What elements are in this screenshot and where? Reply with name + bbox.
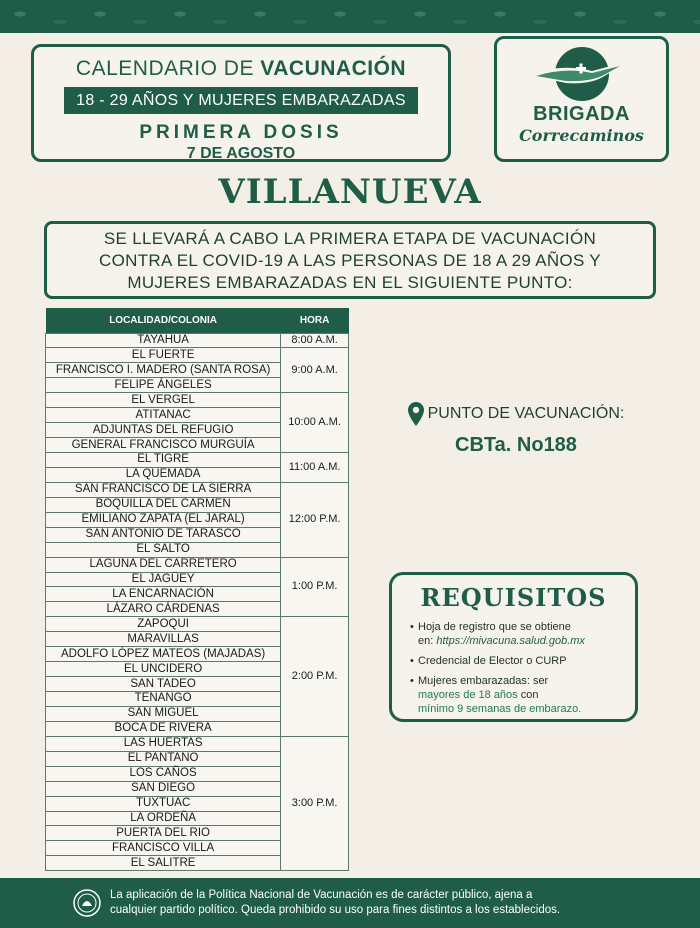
locality-cell: TAYAHUA <box>46 333 281 348</box>
requirement-item: • Credencial de Elector o CURP <box>410 654 635 668</box>
locality-cell: ADOLFO LÓPEZ MATEOS (MAJADAS) <box>46 647 281 662</box>
locality-cell: MARAVILLAS <box>46 632 281 647</box>
table-row <box>46 453 349 468</box>
hour-cell: 11:00 A.M. <box>281 453 349 483</box>
locality-cell: FRANCISCO VILLA <box>46 841 281 856</box>
locality-cell: FRANCISCO I. MADERO (SANTA ROSA) <box>46 363 281 378</box>
locality-cell: EL SALTO <box>46 542 281 557</box>
locality-cell: EMILIANO ZAPATA (EL JARAL) <box>46 512 281 527</box>
locality-cell: EL SALITRE <box>46 856 281 871</box>
table-row <box>46 333 349 348</box>
hour-cell: 8:00 A.M. <box>281 333 349 348</box>
locality-cell: BOCA DE RIVERA <box>46 721 281 736</box>
registration-url: https://mivacuna.salud.gob.mx <box>436 635 585 647</box>
requirements-title: REQUISITOS <box>420 583 607 612</box>
locality-cell: EL PANTANO <box>46 751 281 766</box>
locality-cell: GENERAL FRANCISCO MURGUÍA <box>46 438 281 453</box>
locality-cell: LAGUNA DEL CARRETERO <box>46 557 281 572</box>
footer-disclaimer <box>0 878 700 928</box>
vaccination-point-name: CBTa. No188 <box>455 434 577 456</box>
table-row <box>46 557 349 572</box>
locality-cell: LÁZARO CÁRDENAS <box>46 602 281 617</box>
date-label: 7 DE AGOSTO <box>186 145 296 162</box>
locality-cell: FELIPE ÁNGELES <box>46 378 281 393</box>
government-seal-icon <box>72 888 102 918</box>
brigada-title: BRIGADA <box>533 103 630 125</box>
schedule-table <box>45 308 349 871</box>
roadrunner-logo-icon <box>522 45 642 103</box>
footer-line: cualquier partido político. Queda prohibido su uso para fines distintos a los establecidos. <box>110 904 561 916</box>
hour-cell: 3:00 P.M. <box>281 736 349 870</box>
locality-cell: ADJUNTAS DEL REFUGIO <box>46 423 281 438</box>
locality-cell: BOQUILLA DEL CARMEN <box>46 497 281 512</box>
locality-cell: EL TIGRE <box>46 453 281 468</box>
locality-cell: ZAPOQUI <box>46 617 281 632</box>
age-group-banner: 18 - 29 AÑOS Y MUJERES EMBARAZADAS <box>64 87 418 114</box>
hour-cell: 12:00 P.M. <box>281 482 349 557</box>
requirements-box <box>389 572 638 722</box>
intro-line: SE LLEVARÁ A CABO LA PRIMERA ETAPA DE VACUNACIÓN <box>103 229 597 248</box>
intro-notice <box>44 221 656 299</box>
location-pin-icon <box>408 402 424 426</box>
hour-cell: 10:00 A.M. <box>281 393 349 453</box>
column-header-hour: HORA <box>281 308 349 333</box>
locality-cell: SAN ANTONIO DE TARASCO <box>46 527 281 542</box>
hour-cell: 1:00 P.M. <box>281 557 349 617</box>
table-row <box>46 393 349 408</box>
intro-line: CONTRA EL COVID-19 A LAS PERSONAS DE 18 A 29 AÑOS Y <box>99 251 601 270</box>
locality-cell: LAS HUERTAS <box>46 736 281 751</box>
locality-cell: SAN MIGUEL <box>46 706 281 721</box>
locality-cell: LA ORDEÑA <box>46 811 281 826</box>
footer-line: La aplicación de la Política Nacional de Vacunación es de carácter público, ajena a <box>110 889 533 901</box>
vaccination-point-label: PUNTO DE VACUNACIÓN: <box>427 405 625 422</box>
locality-cell: SAN TADEO <box>46 677 281 692</box>
column-header-locality: LOCALIDAD/COLONIA <box>46 308 281 333</box>
table-row <box>46 482 349 497</box>
dose-label: PRIMERA DOSIS <box>139 122 343 143</box>
intro-line: MUJERES EMBARAZADAS EN EL SIGUIENTE PUNTO: <box>127 273 573 292</box>
locality-cell: EL JAGÜEY <box>46 572 281 587</box>
locality-cell: EL UNCIDERO <box>46 662 281 677</box>
locality-cell: TENANGO <box>46 692 281 707</box>
brigada-logo-box <box>494 36 669 162</box>
locality-cell: EL VERGEL <box>46 393 281 408</box>
table-row <box>46 736 349 751</box>
town-title: VILLANUEVA <box>218 172 482 212</box>
locality-cell: LOS CAÑOS <box>46 766 281 781</box>
table-row <box>46 348 349 363</box>
locality-cell: TUXTUAC <box>46 796 281 811</box>
requirement-item: • Hoja de registro que se obtiene en: https://mivacuna.salud.gob.mx <box>410 620 635 648</box>
brigada-subtitle: Correcaminos <box>519 126 644 145</box>
locality-cell: SAN FRANCISCO DE LA SIERRA <box>46 482 281 497</box>
locality-cell: ATITANAC <box>46 408 281 423</box>
decorative-top-band <box>0 0 700 33</box>
vaccination-point <box>386 402 646 457</box>
locality-cell: SAN DIEGO <box>46 781 281 796</box>
locality-cell: EL FUERTE <box>46 348 281 363</box>
locality-cell: LA QUEMADA <box>46 467 281 482</box>
table-row <box>46 617 349 632</box>
requirement-item: • Mujeres embarazadas: ser mayores de 18 años con mínimo 9 semanas de embarazo. <box>410 674 635 716</box>
hour-cell: 2:00 P.M. <box>281 617 349 737</box>
calendar-header <box>31 44 451 162</box>
hour-cell: 9:00 A.M. <box>281 348 349 393</box>
calendar-title: CALENDARIO DE VACUNACIÓN <box>75 57 407 80</box>
locality-cell: PUERTA DEL RIO <box>46 826 281 841</box>
table-header-row <box>46 308 349 333</box>
locality-cell: LA ENCARNACIÓN <box>46 587 281 602</box>
